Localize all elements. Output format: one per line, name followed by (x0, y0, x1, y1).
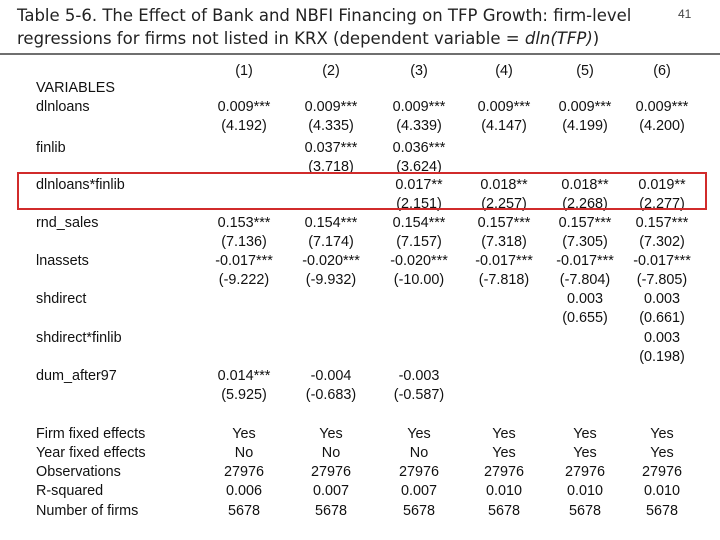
title-line-2-suffix: ) (592, 29, 600, 48)
t-statistic: (7.318) (481, 234, 527, 250)
coefficient: -0.020*** (390, 253, 448, 269)
t-statistic: (-0.683) (305, 387, 357, 403)
stat-value: Yes (232, 426, 256, 442)
stat-value: 27976 (483, 464, 525, 480)
coefficient: -0.003 (398, 368, 440, 384)
page-number: 41 (678, 7, 692, 21)
variables-header: VARIABLES (36, 80, 115, 96)
row-label: dum_after97 (36, 368, 117, 384)
t-statistic: (-7.805) (636, 272, 688, 288)
t-statistic: (3.624) (396, 159, 442, 175)
coefficient: 0.157*** (558, 215, 612, 231)
stat-value: Yes (650, 445, 674, 461)
coefficient: 0.153*** (217, 215, 271, 231)
stat-label: Observations (36, 464, 121, 480)
t-statistic: (7.157) (396, 234, 442, 250)
t-statistic: (7.305) (562, 234, 608, 250)
stat-value: Yes (573, 426, 597, 442)
title-dependent-variable: dln(TFP) (524, 29, 593, 48)
row-label: shdirect*finlib (36, 330, 122, 346)
coefficient: 0.018** (561, 177, 609, 193)
t-statistic: (4.192) (221, 118, 267, 134)
stat-value: Yes (319, 426, 343, 442)
coefficient: 0.003 (643, 291, 680, 307)
t-statistic: (0.661) (639, 310, 685, 326)
t-statistic: (5.925) (221, 387, 267, 403)
t-statistic: (2.257) (481, 196, 527, 212)
coefficient: 0.009*** (635, 99, 689, 115)
stat-value: 27976 (564, 464, 606, 480)
t-statistic: (4.339) (396, 118, 442, 134)
row-label: dlnloans (36, 99, 90, 115)
coefficient: 0.154*** (392, 215, 446, 231)
stat-value: 5678 (487, 503, 520, 519)
t-statistic: (-9.222) (218, 272, 270, 288)
stat-value: 5678 (568, 503, 601, 519)
column-header: (5) (576, 63, 594, 79)
coefficient: 0.037*** (304, 140, 358, 156)
stat-value: 0.007 (312, 483, 349, 499)
row-label: shdirect (36, 291, 87, 307)
coefficient: 0.157*** (477, 215, 531, 231)
row-label: lnassets (36, 253, 89, 269)
coefficient: 0.017** (395, 177, 443, 193)
t-statistic: (4.335) (308, 118, 354, 134)
coefficient: 0.154*** (304, 215, 358, 231)
stat-value: 0.010 (643, 483, 680, 499)
row-label: rnd_sales (36, 215, 99, 231)
t-statistic: (-7.818) (478, 272, 530, 288)
coefficient: 0.009*** (392, 99, 446, 115)
stat-value: Yes (492, 426, 516, 442)
coefficient: -0.004 (310, 368, 352, 384)
coefficient: -0.017*** (475, 253, 533, 269)
coefficient: -0.020*** (302, 253, 360, 269)
coefficient: 0.009*** (558, 99, 612, 115)
t-statistic: (2.277) (639, 196, 685, 212)
title-line-1: Table 5-6. The Effect of Bank and NBFI Financing on TFP Growth: firm-level (17, 6, 632, 25)
stat-label: Firm fixed effects (36, 426, 146, 442)
coefficient: 0.009*** (304, 99, 358, 115)
highlight-box-interaction-row (17, 172, 707, 210)
column-header: (6) (653, 63, 671, 79)
stat-value: 27976 (641, 464, 683, 480)
t-statistic: (0.198) (639, 349, 685, 365)
stat-value: Yes (492, 445, 516, 461)
stat-value: 5678 (227, 503, 260, 519)
coefficient: 0.014*** (217, 368, 271, 384)
column-header: (1) (235, 63, 253, 79)
column-header: (3) (410, 63, 428, 79)
coefficient: 0.009*** (217, 99, 271, 115)
t-statistic: (-10.00) (393, 272, 445, 288)
stat-value: No (321, 445, 341, 461)
coefficient: 0.036*** (392, 140, 446, 156)
coefficient: 0.009*** (477, 99, 531, 115)
stat-value: 0.010 (566, 483, 603, 499)
stat-value: 0.010 (485, 483, 522, 499)
t-statistic: (4.199) (562, 118, 608, 134)
stat-label: Number of firms (36, 503, 139, 519)
stat-value: 0.006 (225, 483, 262, 499)
stat-label: Year fixed effects (36, 445, 146, 461)
stat-label: R-squared (36, 483, 104, 499)
t-statistic: (2.268) (562, 196, 608, 212)
title-line-2-prefix: regressions for firms not listed in KRX (dependent variable = (17, 29, 525, 48)
stat-value: 0.007 (400, 483, 437, 499)
coefficient: -0.017*** (556, 253, 614, 269)
stat-value: 27976 (223, 464, 265, 480)
column-header: (2) (322, 63, 340, 79)
stat-value: 5678 (402, 503, 435, 519)
t-statistic: (-0.587) (393, 387, 445, 403)
stat-value: 5678 (645, 503, 678, 519)
coefficient: 0.018** (480, 177, 528, 193)
t-statistic: (-7.804) (559, 272, 611, 288)
stat-value: Yes (407, 426, 431, 442)
t-statistic: (7.136) (221, 234, 267, 250)
t-statistic: (3.718) (308, 159, 354, 175)
stat-value: Yes (573, 445, 597, 461)
coefficient: 0.003 (643, 330, 680, 346)
stat-value: 27976 (310, 464, 352, 480)
stat-value: Yes (650, 426, 674, 442)
row-label: dlnloans*finlib (36, 177, 125, 193)
coefficient: -0.017*** (633, 253, 691, 269)
t-statistic: (2.151) (396, 196, 442, 212)
t-statistic: (4.147) (481, 118, 527, 134)
stat-value: 5678 (314, 503, 347, 519)
t-statistic: (4.200) (639, 118, 685, 134)
t-statistic: (-9.932) (305, 272, 357, 288)
coefficient: 0.019** (638, 177, 686, 193)
t-statistic: (0.655) (562, 310, 608, 326)
t-statistic: (7.174) (308, 234, 354, 250)
column-header: (4) (495, 63, 513, 79)
stat-value: No (409, 445, 429, 461)
coefficient: 0.003 (566, 291, 603, 307)
coefficient: -0.017*** (215, 253, 273, 269)
stat-value: No (234, 445, 254, 461)
coefficient: 0.157*** (635, 215, 689, 231)
stat-value: 27976 (398, 464, 440, 480)
t-statistic: (7.302) (639, 234, 685, 250)
row-label: finlib (36, 140, 66, 156)
